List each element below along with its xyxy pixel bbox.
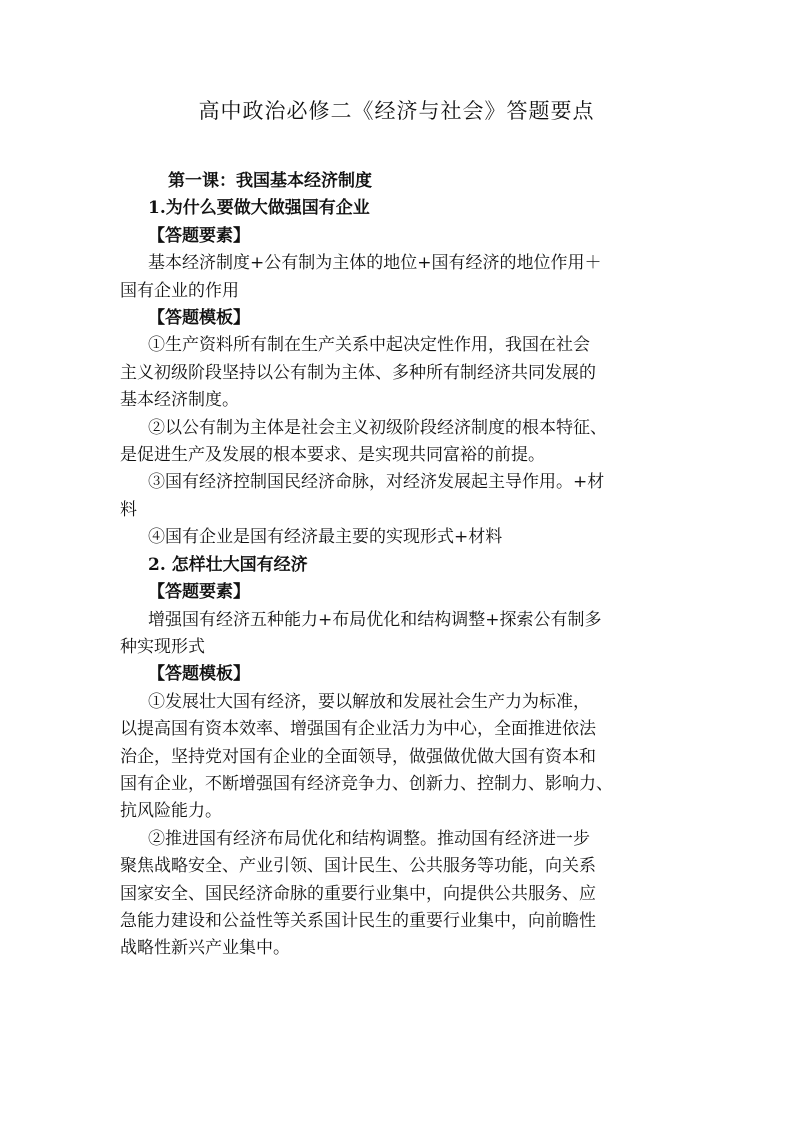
body-line: 战略性新兴产业集中。 — [120, 938, 290, 959]
body-line: 基本经济制度+公有制为主体的地位+国有经济的地位作用＋ — [148, 253, 602, 274]
template-tag-1: 【答题模板】 — [148, 308, 250, 329]
elements-tag-1: 【答题要素】 — [148, 225, 250, 246]
elements-tag-2: 【答题要素】 — [148, 582, 250, 603]
body-line: 急能力建设和公益性等关系国计民生的重要行业集中，向前瞻性 — [120, 910, 596, 931]
lesson-heading: 第一课：我国基本经济制度 — [168, 171, 372, 191]
body-line: 国有企业，不断增强国有经济竞争力、创新力、控制力、影响力、 — [120, 773, 613, 794]
template-tag-2: 【答题模板】 — [148, 664, 250, 685]
body-line: 治企，坚持党对国有企业的全面领导，做强做优做大国有资本和 — [120, 746, 596, 767]
body-line: ①生产资料所有制在生产关系中起决定性作用，我国在社会 — [148, 335, 590, 356]
body-line: ②以公有制为主体是社会主义初级阶段经济制度的根本特征、 — [148, 417, 607, 438]
section-heading-2: 2. 怎样壮大国有经济 — [148, 554, 308, 575]
body-line: 主义初级阶段坚持以公有制为主体、多种所有制经济共同发展的 — [120, 362, 596, 383]
body-line: 国家安全、国民经济命脉的重要行业集中，向提供公共服务、应 — [120, 883, 596, 904]
body-line: ①发展壮大国有经济，要以解放和发展社会生产力为标准， — [148, 691, 590, 712]
section-heading-1: 1.为什么要做大做强国有企业 — [148, 198, 370, 219]
body-line: ④国有企业是国有经济最主要的实现形式+材料 — [148, 527, 503, 548]
body-line: 料 — [120, 499, 137, 520]
body-line: 基本经济制度。 — [120, 390, 239, 411]
body-line: 增强国有经济五种能力+布局优化和结构调整+探索公有制多 — [148, 609, 602, 630]
document-title: 高中政治必修二《经济与社会》答题要点 — [198, 99, 595, 123]
document-body — [120, 168, 676, 963]
body-line: 是促进生产及发展的根本要求、是实现共同富裕的前提。 — [120, 445, 545, 466]
body-line: 国有企业的作用 — [120, 280, 239, 301]
body-line: ②推进国有经济布局优化和结构调整。推动国有经济进一步 — [148, 828, 590, 849]
body-line: 聚焦战略安全、产业引领、国计民生、公共服务等功能，向关系 — [120, 856, 596, 877]
body-line: ③国有经济控制国民经济命脉，对经济发展起主导作用。+材 — [148, 472, 605, 493]
body-line: 种实现形式 — [120, 636, 205, 657]
body-line: 抗风险能力。 — [120, 801, 222, 822]
body-line: 以提高国有资本效率、增强国有企业活力为中心，全面推进依法 — [120, 719, 596, 740]
